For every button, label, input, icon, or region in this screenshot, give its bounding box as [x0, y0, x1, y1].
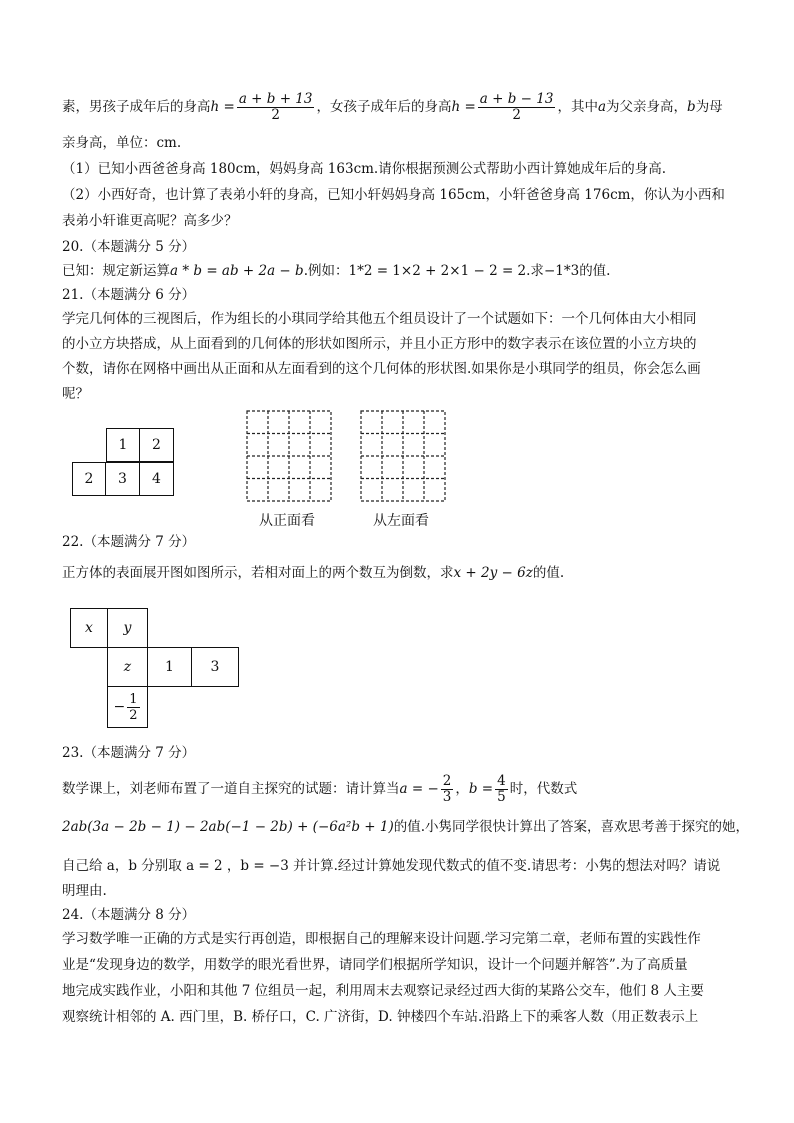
q21-line: 学完几何体的三视图后，作为组长的小琪同学给其他五个组员设计了一个试题如下：一个几何体由大小相同: [62, 311, 697, 327]
q23-line1: [62, 774, 577, 805]
a-numerator: 2: [442, 773, 452, 789]
left-view-grid[interactable]: [360, 410, 446, 502]
q20-op-def: a * b = ab + 2a − b: [170, 263, 304, 279]
q19-h-boy: h =: [210, 99, 235, 115]
net-cell-z: z: [107, 647, 148, 687]
q20-text: 的值.: [579, 263, 611, 279]
q21-header: 21.（本题满分 6 分）: [62, 287, 196, 303]
q22-header: 22.（本题满分 7 分）: [62, 534, 196, 550]
q19-text: ，其中: [557, 99, 598, 115]
q20-text: .例如：1*2 = 1×2 + 2×1 − 2 = 2.求: [303, 263, 544, 279]
girl-denominator: 2: [512, 107, 521, 123]
q23-b-eq: b =: [468, 781, 494, 797]
half-fraction: [127, 692, 139, 723]
q19-var-a: a: [597, 99, 607, 115]
q19-line1: [62, 92, 723, 123]
q21-line: 个数，请你在网格中画出从正面和从左面看到的这个几何体的形状图.如果你是小琪同学的组员，你会怎么画: [62, 361, 701, 377]
net-cell-x: x: [70, 608, 108, 648]
q24-line: 地完成实践作业，小阳和其他 7 位组员一起，利用周末去观察记录经过西大街的某路公交车，他们 8 人主要: [62, 983, 704, 999]
q20-text: 已知：规定新运算: [62, 263, 170, 279]
q20-header: 20.（本题满分 5 分）: [62, 239, 196, 255]
q24-header: 24.（本题满分 8 分）: [62, 907, 196, 923]
q24-line: 业是“发现身边的数学，用数学的眼光看世界，请同学们根据所学知识，设计一个问题并解答”.为了高质量: [62, 957, 688, 973]
q23-text: 时，代数式: [509, 781, 578, 797]
q19-boy-fraction: [237, 92, 315, 123]
top-view-cell: 2: [72, 462, 106, 496]
net-cell-1: 1: [147, 647, 192, 687]
half-numerator: 1: [129, 691, 138, 707]
q23-text: 数学课上，刘老师布置了一道自主探究的试题：请计算当: [62, 781, 400, 797]
q19-text: 为母: [695, 99, 723, 115]
q19-text: ，女孩子成年后的身高: [316, 99, 452, 115]
q23-line2: [62, 818, 749, 836]
q19-girl-fraction: [478, 92, 556, 123]
q20-expr: −1*3: [543, 263, 580, 279]
front-view-label: 从正面看: [259, 513, 315, 529]
q19-var-b: b: [687, 99, 696, 115]
q23-formula: 2ab(3a − 2b − 1) − 2ab(−1 − 2b) + (−6a²b + 1): [62, 819, 394, 835]
q22-text: 的值.: [532, 565, 565, 581]
q23-header: 23.（本题满分 7 分）: [62, 745, 196, 761]
top-view-cell: 3: [106, 462, 140, 496]
q23-line3: 自己给 a，b 分别取 a = 2 ，b = −3 并计算.经过计算她发现代数式的值不变.请思考：小隽的想法对吗？请说: [62, 858, 721, 874]
left-grid-lines: [360, 410, 446, 502]
front-view-grid[interactable]: [246, 410, 332, 502]
b-fraction: [495, 774, 508, 805]
q21-line: 呢？: [62, 386, 89, 402]
half-denominator: 2: [129, 707, 138, 723]
net-cell-3: 3: [191, 647, 239, 687]
top-view-cell: 4: [140, 462, 174, 496]
q19-part2b: 表弟小轩谁更高呢？高多少？: [62, 213, 238, 229]
q23-text: 的值.小隽同学很快计算出了答案，喜欢思考善于探究的她，: [393, 819, 750, 835]
q19-text: 素，男孩子成年后的身高: [62, 99, 211, 115]
a-denominator: 3: [442, 789, 452, 805]
cube-net-figure: [70, 608, 240, 728]
net-cell-y: y: [107, 608, 148, 648]
q23-a-eq: a = −: [399, 781, 439, 797]
top-view-figure: [72, 428, 182, 500]
b-denominator: 5: [497, 789, 506, 805]
q24-line: 观察统计相邻的 A. 西门里，B. 桥仔口，C. 广济街，D. 钟楼四个车站.沿路上下的乘客人数（用正数表示上: [62, 1009, 699, 1025]
q19-line2: 亲身高，单位：cm.: [62, 135, 182, 151]
net-cell-neg-half: [107, 686, 148, 728]
top-view-cell: 1: [106, 428, 140, 462]
a-fraction: [441, 774, 454, 805]
b-numerator: 4: [497, 773, 506, 789]
q19-part2a: （2）小西好奇，也计算了表弟小轩的身高，已知小轩妈妈身高 165cm，小轩爸爸身高 176cm，你认为小西和: [62, 187, 725, 203]
front-grid-lines: [246, 410, 332, 502]
neg-sign: −: [113, 699, 126, 715]
q22-text: 正方体的表面展开图如图所示，若相对面上的两个数互为倒数，求: [62, 565, 454, 581]
q20-body: [62, 262, 610, 280]
q21-line: 的小立方块搭成，从上面看到的几何体的形状如图所示，并且小正方形中的数字表示在该位置的小立方块的: [62, 336, 697, 352]
top-view-cell: 2: [140, 428, 174, 462]
q22-expr: x + 2y − 6z: [453, 565, 533, 581]
q19-part1: （1）已知小西爸爸身高 180cm，妈妈身高 163cm.请你根据预测公式帮助小西计算她成年后的身高.: [62, 161, 667, 177]
q23-line4: 明理由.: [62, 883, 107, 899]
q24-line: 学习数学唯一正确的方式是实行再创造，即根据自己的理解来设计问题.学习完第二章，老师布置的实践性作: [62, 931, 701, 947]
boy-numerator: a + b + 13: [238, 91, 313, 107]
q23-text: ，: [455, 781, 469, 797]
girl-numerator: a + b − 13: [479, 91, 554, 107]
boy-denominator: 2: [271, 107, 280, 123]
q19-text: 为父亲身高，: [606, 99, 688, 115]
q19-h-girl: h =: [451, 99, 476, 115]
q22-body: [62, 564, 564, 582]
left-view-label: 从左面看: [373, 513, 429, 529]
